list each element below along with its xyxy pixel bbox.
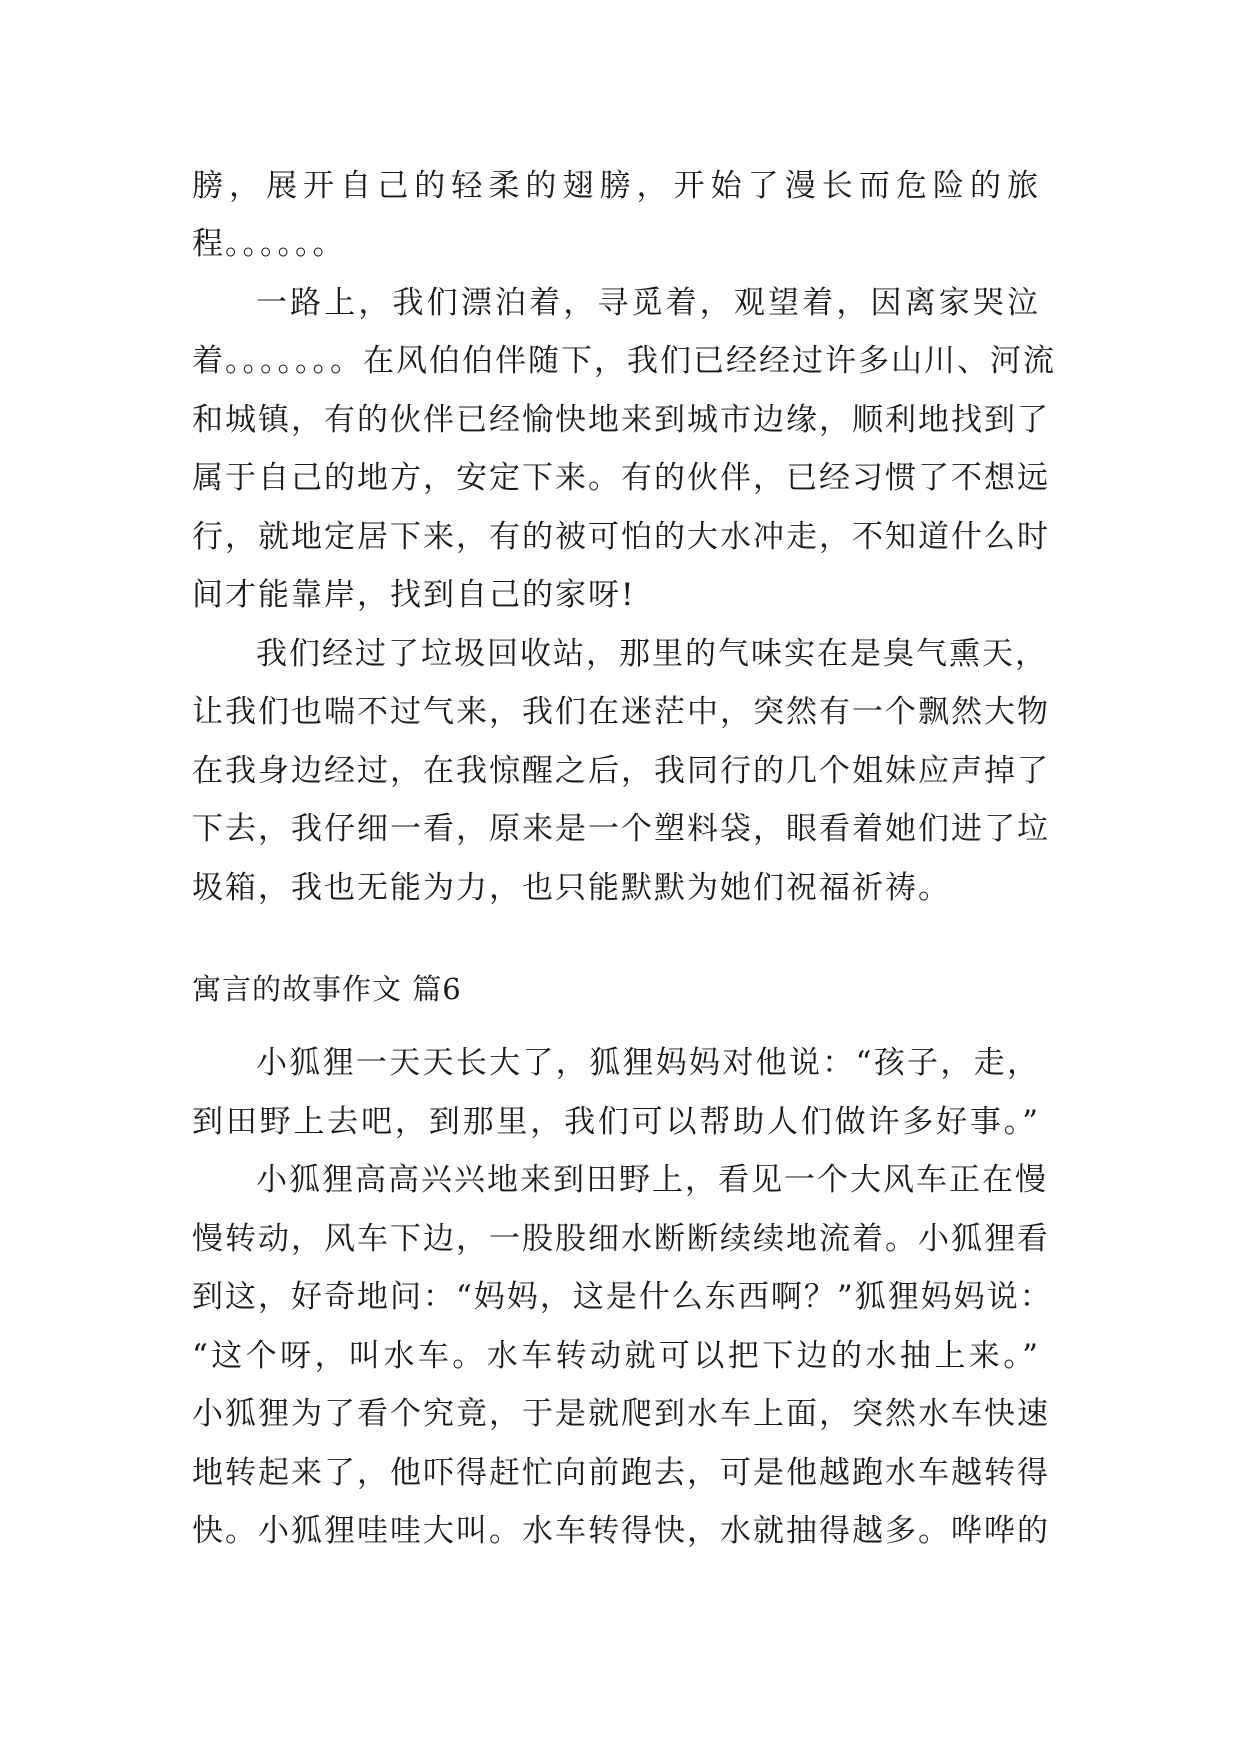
paragraph-line: 地转起来了，他吓得赶忙向前跑去，可是他越跑水车越转得 <box>192 1455 1050 1491</box>
paragraph-line: 小狐狸为了看个究竟，于是就爬到水车上面，突然水车快速 <box>192 1396 1050 1432</box>
paragraph-line: 和城镇，有的伙伴已经愉快地来到城市边缘，顺利地找到了 <box>192 402 1050 438</box>
paragraph-line: 程。。。。。。 <box>192 226 346 262</box>
paragraph-line: 我们经过了垃圾回收站，那里的气味实在是臭气熏天， <box>256 636 1048 672</box>
paragraph-line: 圾箱，我也无能为力，也只能默默为她们祝福祈祷。 <box>192 870 951 906</box>
paragraph-line: 小狐狸高高兴兴地来到田野上，看见一个大风车正在慢 <box>256 1162 1048 1198</box>
paragraph-line: 到田野上去吧，到那里，我们可以帮助人们做许多好事。” <box>192 1104 1040 1140</box>
paragraph-line: “这个呀，叫水车。水车转动就可以把下边的水抽上来。” <box>192 1338 1040 1374</box>
paragraph-line: 一路上，我们漂泊着，寻觅着，观望着，因离家哭泣 <box>256 285 1040 321</box>
paragraph-line: 属于自己的地方，安定下来。有的伙伴，已经习惯了不想远 <box>192 460 1050 496</box>
paragraph-line: 到这，好奇地问：“妈妈，这是什么东西啊？”狐狸妈妈说： <box>192 1279 1053 1315</box>
paragraph-line: 让我们也喘不过气来，我们在迷茫中，突然有一个飘然大物 <box>192 694 1050 730</box>
paragraph-line: 间才能靠岸，找到自己的家呀! <box>192 577 636 613</box>
paragraph-line: 着。。。。。。。在风伯伯伴随下，我们已经经过许多山川、河流 <box>192 343 1056 379</box>
paragraph-line: 小狐狸一天天长大了，狐狸妈妈对他说：“孩子，走， <box>256 1045 1040 1081</box>
paragraph-line: 慢转动，风车下边，一股股细水断断续续地流着。小狐狸看 <box>192 1221 1050 1257</box>
paragraph-line: 行，就地定居下来，有的被可怕的大水冲走，不知道什么时 <box>192 519 1050 555</box>
paragraph-line: 快。小狐狸哇哇大叫。水车转得快，水就抽得越多。哗哗的 <box>192 1513 1050 1549</box>
paragraph-line: 膀，展开自己的轻柔的翅膀，开始了漫长而危险的旅 <box>192 168 1040 204</box>
section-heading: 寓言的故事作文 篇6 <box>192 972 462 1006</box>
paragraph-line: 下去，我仔细一看，原来是一个塑料袋，眼看着她们进了垃 <box>192 811 1050 847</box>
paragraph-line: 在我身边经过，在我惊醒之后，我同行的几个姐妹应声掉了 <box>192 753 1050 789</box>
